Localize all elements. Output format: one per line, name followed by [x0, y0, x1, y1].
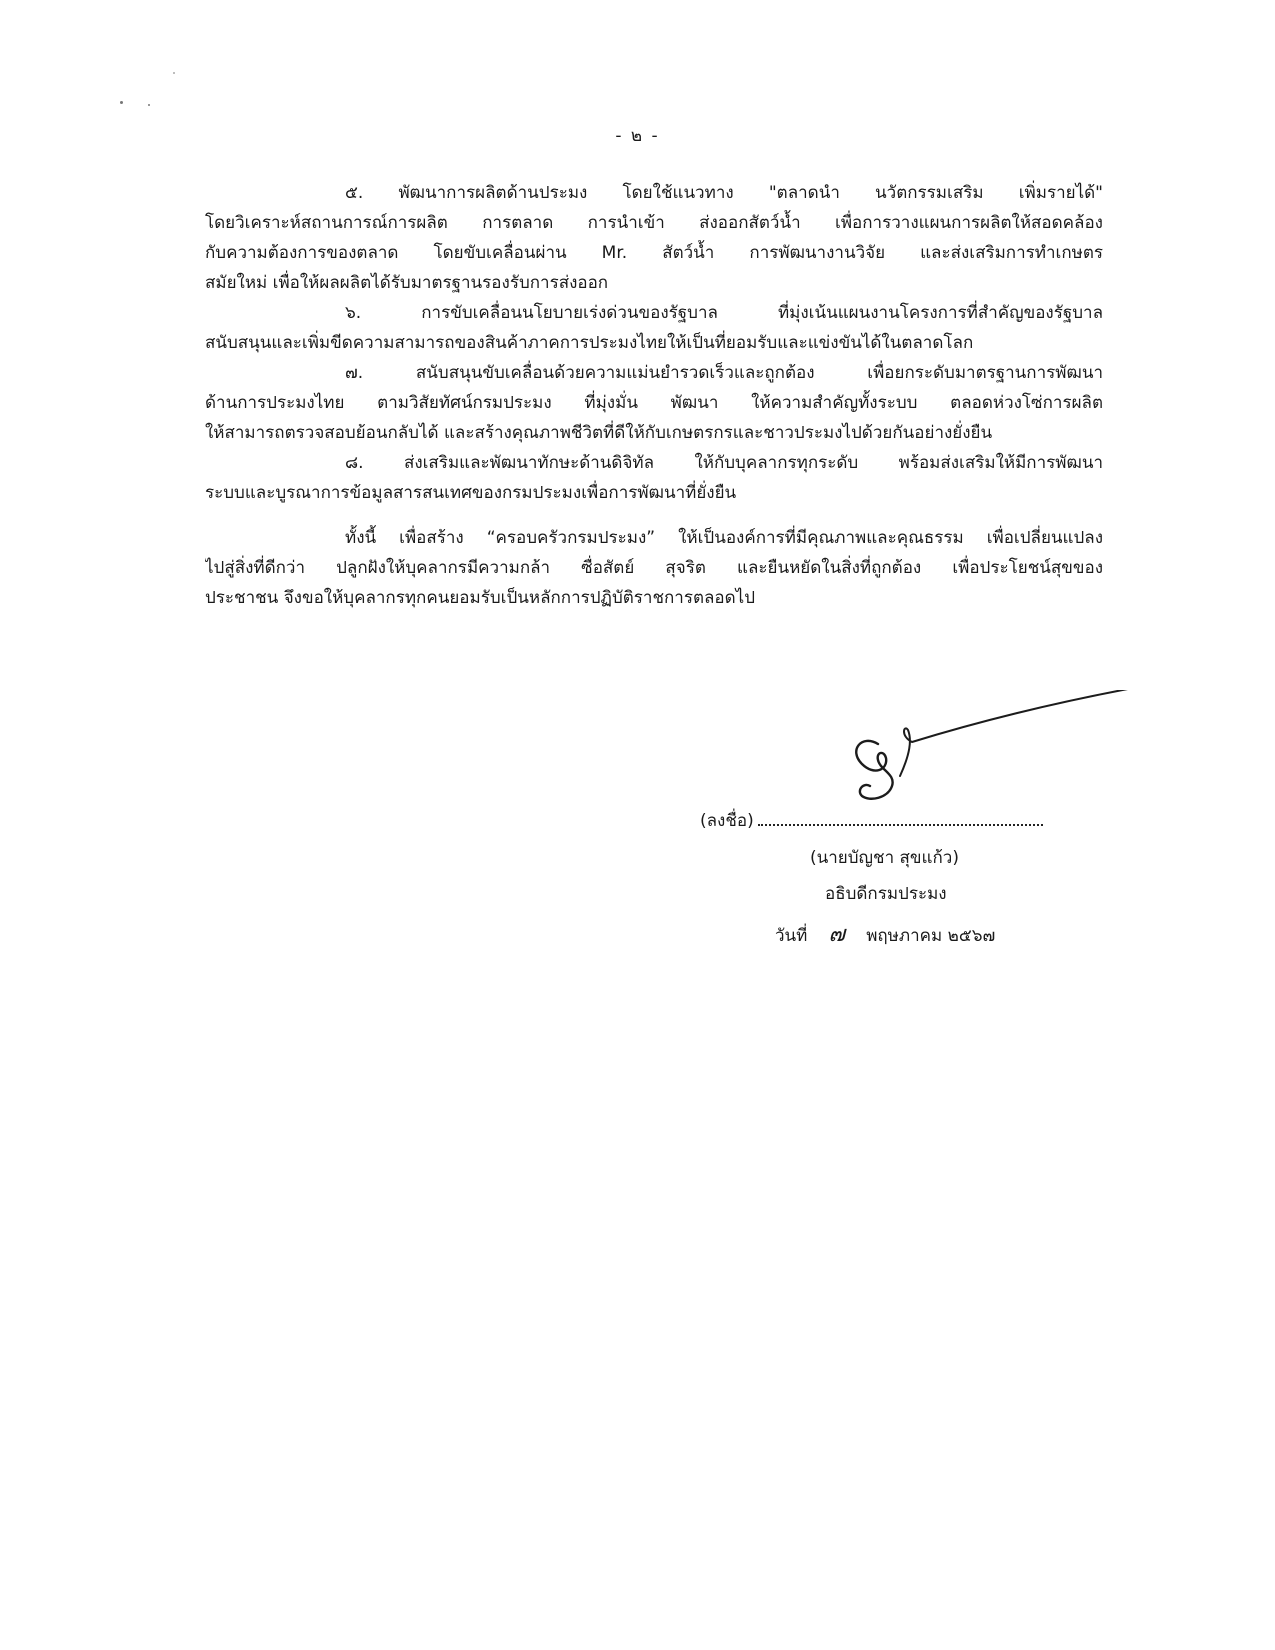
signer-name: (นายบัญชา สุขแก้ว) [810, 848, 959, 868]
paragraph-line: สมัยใหม่ เพื่อให้ผลผลิตได้รับมาตรฐานรองรับการส่งออก [205, 273, 609, 293]
page-number: - ๒ - [615, 126, 660, 146]
signature-dotted-line [758, 810, 1043, 826]
scan-speck [148, 104, 150, 106]
paragraph-6 [205, 298, 1103, 358]
paragraph-line: ให้สามารถตรวจสอบย้อนกลับได้ และสร้างคุณภาพชีวิตที่ดีให้กับเกษตรกรและชาวประมงไปด้วยกันอย่างยั่งยืน [205, 423, 993, 443]
date-line [775, 916, 995, 951]
paragraph-line: ๗. สนับสนุนขับเคลื่อนด้วยความแม่นยำรวดเร็วและถูกต้อง เพื่อยกระดับมาตรฐานการพัฒนา [345, 363, 1103, 383]
sign-line [700, 807, 1130, 834]
paragraph-closing [205, 523, 1103, 613]
scan-speck [120, 101, 123, 104]
sign-label: (ลงชื่อ) [700, 811, 754, 831]
paragraph-line: กับความต้องการของตลาด โดยขับเคลื่อนผ่าน Mr. สัตว์น้ำ การพัฒนางานวิจัย และส่งเสริมการทำเกษตร [205, 243, 1103, 263]
paragraph-line: ประชาชน จึงขอให้บุคลากรทุกคนยอมรับเป็นหลักการปฏิบัติราชการตลอดไป [205, 588, 756, 608]
paragraph-line: ไปสู่สิ่งที่ดีกว่า ปลูกฝังให้บุคลากรมีความกล้า ซื่อสัตย์ สุจริต และยืนหยัดในสิ่งที่ถูกต้อง เพื่อประโยชน์สุขของ [205, 558, 1103, 578]
paragraph-line: ๕. พัฒนาการผลิตด้านประมง โดยใช้แนวทาง "ตลาดนำ นวัตกรรมเสริม เพิ่มรายได้" [345, 183, 1103, 203]
handwritten-signature [840, 690, 1130, 815]
scan-speck [173, 72, 175, 74]
paragraph-line: ด้านการประมงไทย ตามวิสัยทัศน์กรมประมง ที่มุ่งมั่น พัฒนา ให้ความสำคัญทั้งระบบ ตลอดห่วงโซ่การผลิต [205, 393, 1103, 413]
paragraph-line: สนับสนุนและเพิ่มขีดความสามารถของสินค้าภาคการประมงไทยให้เป็นที่ยอมรับและแข่งขันได้ในตลาดโลก [205, 333, 974, 353]
paragraph-line: ๘. ส่งเสริมและพัฒนาทักษะด้านดิจิทัล ให้กับบุคลากรทุกระดับ พร้อมส่งเสริมให้มีการพัฒนา [345, 453, 1103, 473]
paragraph-8 [205, 448, 1103, 508]
date-prefix: วันที่ [775, 926, 808, 946]
paragraph-line: ๖. การขับเคลื่อนนโยบายเร่งด่วนของรัฐบาล ที่มุ่งเน้นแผนงานโครงการที่สำคัญของรัฐบาล [345, 303, 1103, 323]
paragraph-7 [205, 358, 1103, 448]
paragraph-line: ทั้งนี้ เพื่อสร้าง “ครอบครัวกรมประมง” ให้เป็นองค์การที่มีคุณภาพและคุณธรรม เพื่อเปลี่ยนแปลง [345, 528, 1103, 548]
paragraph-line: ระบบและบูรณาการข้อมูลสารสนเทศของกรมประมงเพื่อการพัฒนาที่ยั่งยืน [205, 483, 737, 503]
paragraph-5 [205, 178, 1103, 298]
paragraph-line: โดยวิเคราะห์สถานการณ์การผลิต การตลาด การนำเข้า ส่งออกสัตว์น้ำ เพื่อการวางแผนการผลิตให้สอดคล้อง [205, 213, 1103, 233]
paragraph-gap [205, 508, 1103, 523]
signer-title: อธิบดีกรมประมง [825, 884, 947, 904]
date-month-year: พฤษภาคม ๒๕๖๗ [866, 926, 996, 946]
document-body [205, 178, 1103, 613]
signature-block [700, 690, 1130, 950]
date-day: ๗ [828, 922, 846, 947]
